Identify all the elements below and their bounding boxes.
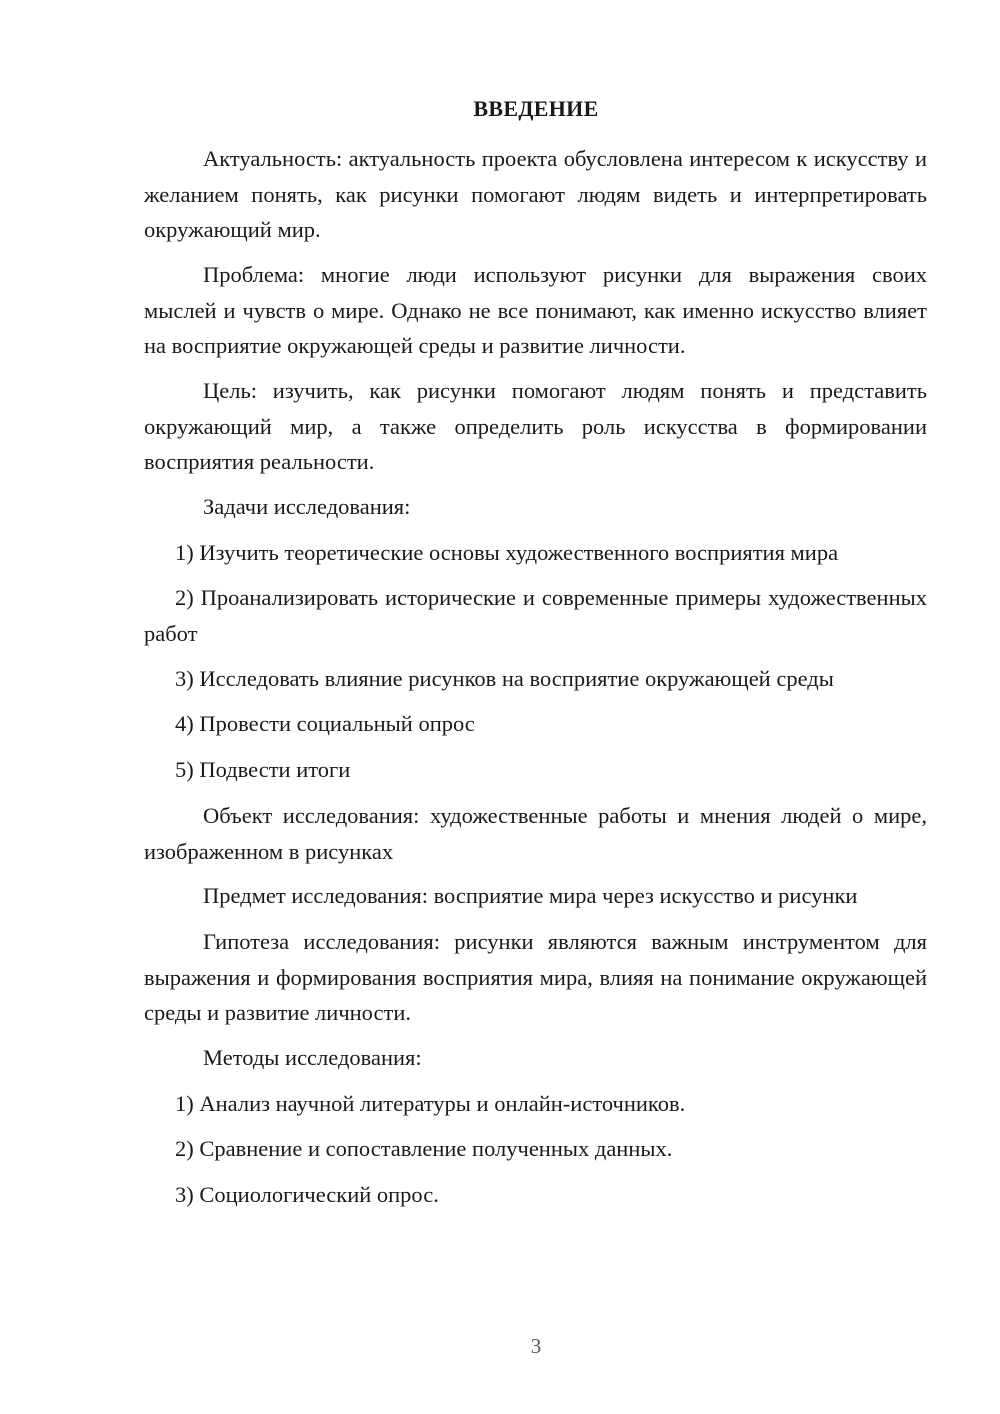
paragraph-problem: Проблема: многие люди используют рисунки для выражения своих мыслей и чувств о мире. Однако не все понимают, как именно искусство влияет на восприятие окружающей среды и развитие личности.	[144, 262, 927, 358]
task-item-4: 4) Провести социальный опрос	[175, 711, 475, 736]
paragraph-relevance: Актуальность: актуальность проекта обусловлена интересом к искусству и желанием понять, как рисунки помогают людям видеть и интерпретировать окружающий мир.	[144, 146, 927, 242]
task-item-3: 3) Исследовать влияние рисунков на восприятие окружающей среды	[175, 666, 834, 691]
task-item-5: 5) Подвести итоги	[175, 757, 351, 782]
paragraph-hypothesis: Гипотеза исследования: рисунки являются важным инструментом для выражения и формирования восприятия мира, влияя на понимание окружающей среды и развитие личности.	[144, 929, 927, 1025]
tasks-heading: Задачи исследования:	[203, 494, 411, 519]
task-item-1: 1) Изучить теоретические основы художественного восприятия мира	[175, 540, 839, 565]
method-item-2: 2) Сравнение и сопоставление полученных данных.	[175, 1136, 673, 1161]
paragraph-object: Объект исследования: художественные работы и мнения людей о мире, изображенном в рисунках	[144, 803, 927, 864]
paragraph-goal: Цель: изучить, как рисунки помогают людям понять и представить окружающий мир, а также определить роль искусства в формировании восприятия реальности.	[144, 378, 927, 474]
page-number: 3	[530, 1334, 542, 1358]
task-item-2: 2) Проанализировать исторические и современные примеры художественных работ	[144, 585, 927, 646]
method-item-1: 1) Анализ научной литературы и онлайн-источников.	[175, 1091, 686, 1116]
methods-heading: Методы исследования:	[203, 1045, 422, 1070]
page-title: ВВЕДЕНИЕ	[473, 96, 599, 121]
paragraph-subject: Предмет исследования: восприятие мира через искусство и рисунки	[203, 883, 858, 908]
method-item-3: 3) Социологический опрос.	[175, 1182, 439, 1207]
